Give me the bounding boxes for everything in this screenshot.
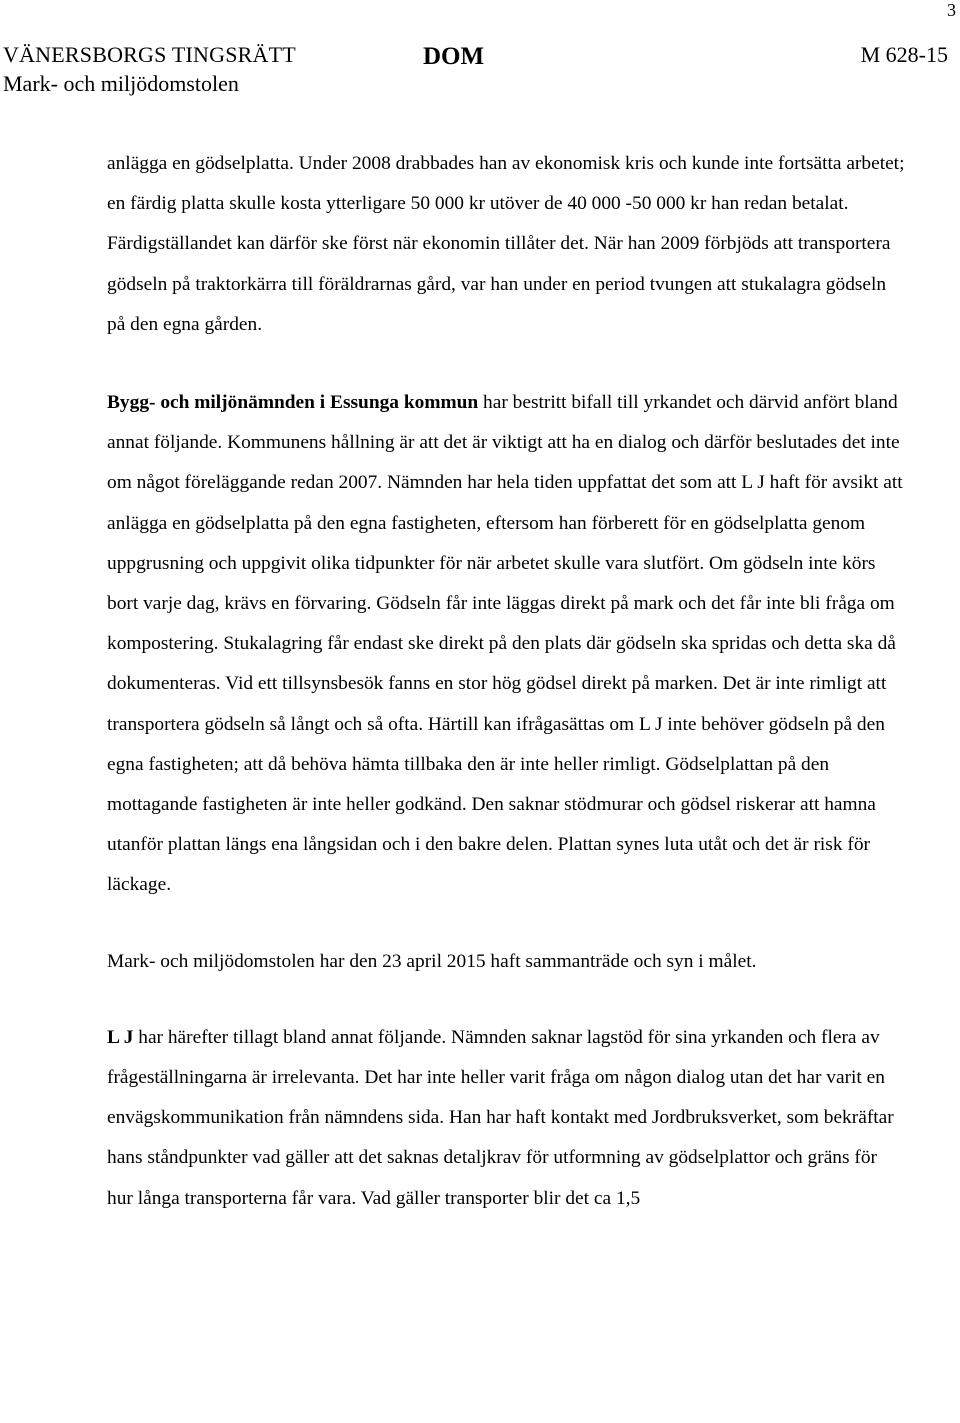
document-type: DOM — [423, 43, 485, 70]
paragraph-applicant-statement: anlägga en gödselplatta. Under 2008 drabbades han av ekonomisk kris och kunde inte fortsätta arbetet; en färdig platta skulle kosta ytterligare 50 000 kr utöver de 40 000 -50 000 kr han redan betalat. Färdigställandet kan därför ske först när ekonomin tillåter det. När han 2009 förbjöds att transportera gödseln på traktorkärra till föräldrarnas gård, var han under en period tvungen att stukalagra gödseln på den egna gården. — [107, 153, 905, 335]
party-name-applicant: L J — [107, 1026, 134, 1048]
court-division: Mark- och miljödomstolen — [3, 71, 239, 96]
paragraph-committee-response — [107, 383, 907, 906]
court-name: VÄNERSBORGS TINGSRÄTT — [3, 42, 296, 67]
paragraph-applicant-addition — [107, 1018, 907, 1219]
paragraph-committee-text: har bestritt bifall till yrkandet och därvid anfört bland annat följande. Kommunens hållning är att det är viktigt att ha en dialog och därför beslutades det inte om något föreläggande redan 2007. Nämnden har hela tiden uppfattat det som att L J haft för avsikt att anlägga en gödselplatta på den egna fastigheten, eftersom han förberett för en gödselplatta genom uppgrusning och uppgivit olika tidpunkter för när arbetet skulle vara slutfört. Om gödseln inte körs bort varje dag, krävs en förvaring. Gödseln får inte läggas direkt på mark och det får inte bli fråga om kompostering. Stukalagring får endast ske direkt på den plats där gödseln ska spridas och detta ska då dokumenteras. Vid ett tillsynsbesök fanns en stor hög gödsel direkt på marken. Det är inte rimligt att transportera gödseln så långt och så ofta. Härtill kan ifrågasättas om L J inte behöver gödseln på den egna fastigheten; att då behöva hämta tillbaka den är inte heller rimligt. Gödselplattan på den mottagande fastigheten är inte heller godkänd. Den saknar stödmurar och gödsel riskerar att hamna utanför plattan längs ena långsidan och i den bakre delen. Plattan synes luta utåt och det är risk för läckage. — [107, 392, 903, 896]
case-number: M 628-15 — [860, 42, 948, 67]
paragraph-court-hearing: Mark- och miljödomstolen har den 23 april 2015 haft sammanträde och syn i målet. — [107, 950, 757, 972]
paragraph-applicant-text: har härefter tillagt bland annat följande. Nämnden saknar lagstöd för sina yrkanden och flera av frågeställningarna är irrelevanta. Det har inte heller varit fråga om någon dialog utan det har varit en envägskommunikation från nämndens sida. Han har haft kontakt med Jordbruksverket, som bekräftar hans ståndpunkter vad gäller att det saknas detaljkrav för utformning av gödselplattor och gräns för hur långa transporterna får vara. Vad gäller transporter blir det ca 1,5 — [107, 1026, 894, 1209]
page-number: 3 — [947, 0, 956, 20]
document-body — [107, 144, 907, 1219]
document-header — [3, 40, 948, 100]
party-name-committee: Bygg- och miljönämnden i Essunga kommun — [107, 392, 479, 414]
